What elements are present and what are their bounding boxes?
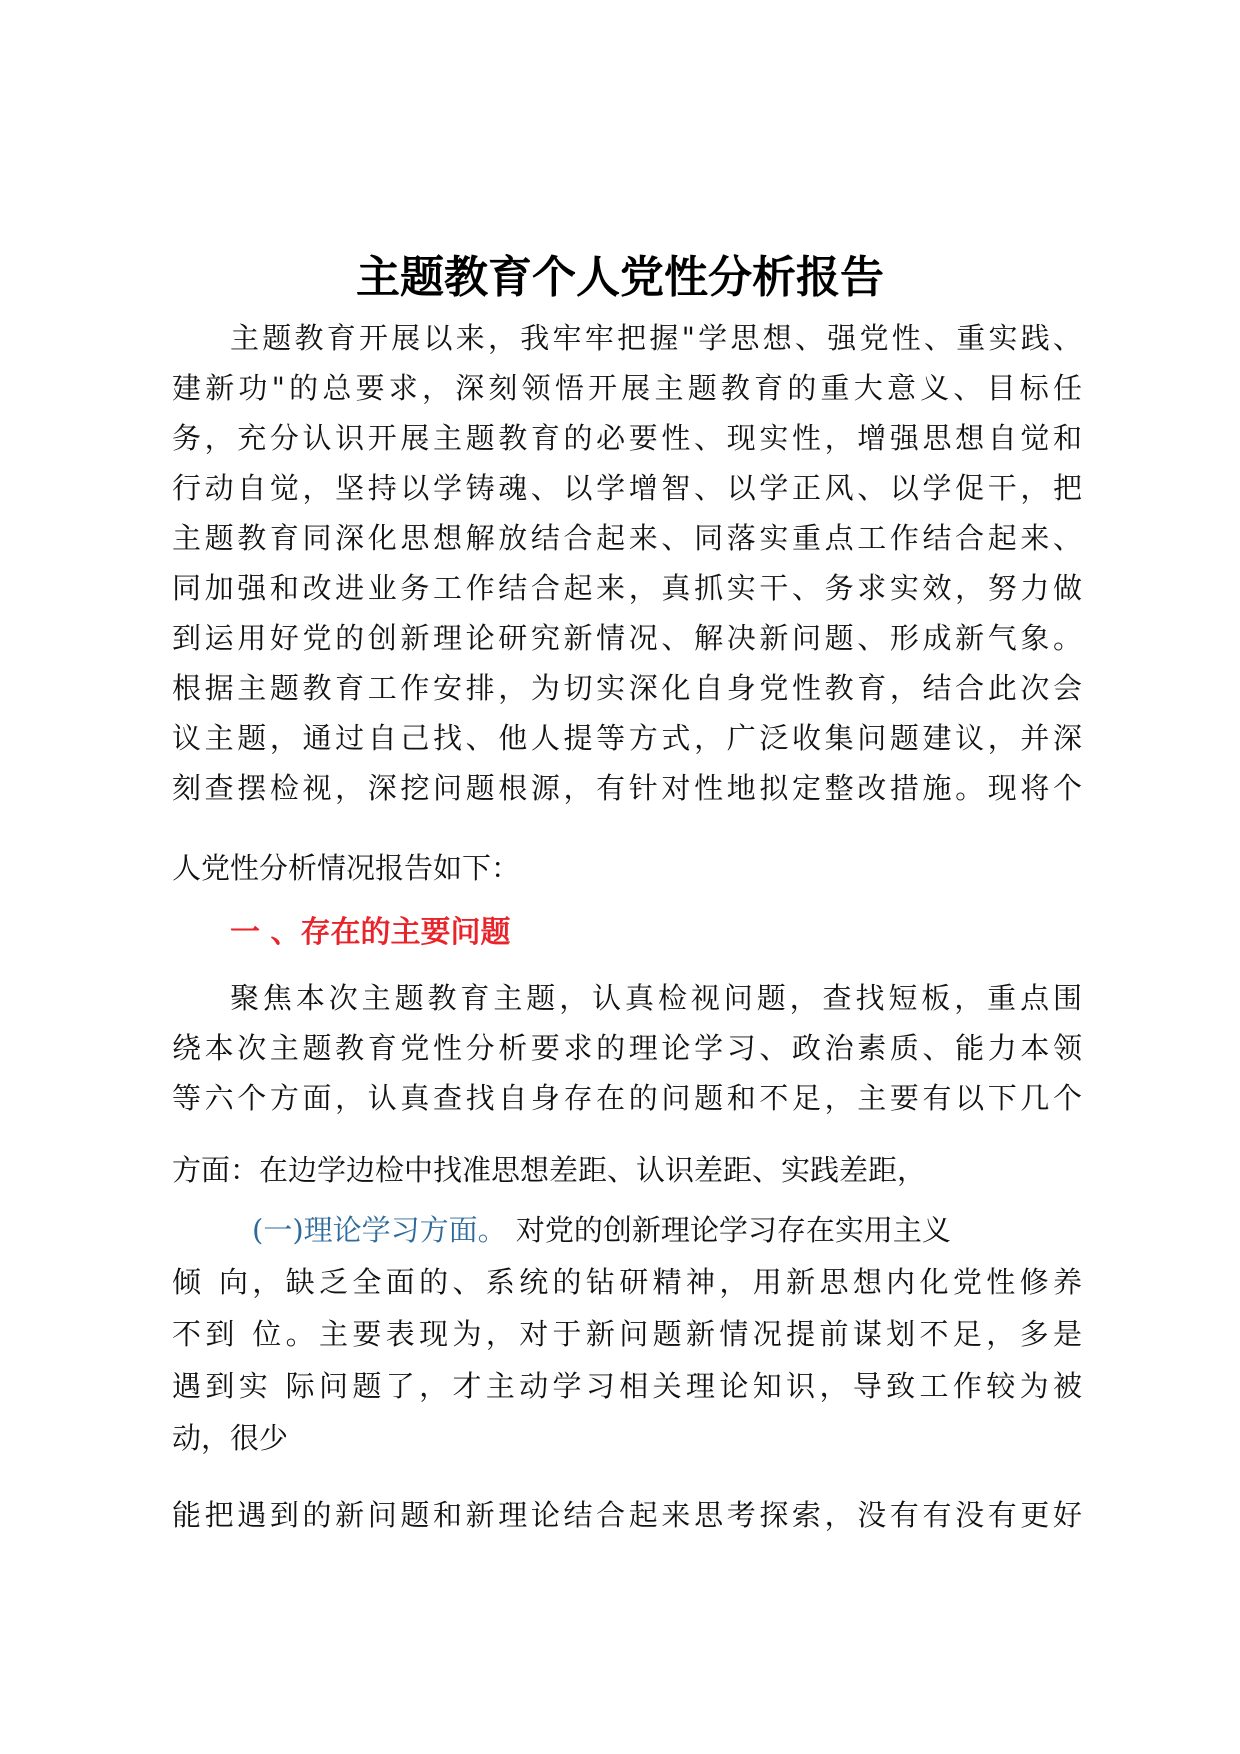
subsection-line: 倾 向，缺乏全面的、系统的钻研精神，用新思想内化党性修养 — [172, 1265, 1082, 1299]
intro-line: 根据主题教育工作安排，为切实深化自身党性教育，结合此次会 — [172, 671, 1082, 705]
document-title: 主题教育个人党性分析报告 — [356, 252, 884, 303]
section-line: 绕本次主题教育党性分析要求的理论学习、政治素质、能力本领 — [172, 1031, 1082, 1065]
intro-line: 主题教育同深化思想解放结合起来、同落实重点工作结合起来、 — [172, 521, 1082, 555]
intro-line: 到运用好党的创新理论研究新情况、解决新问题、形成新气象。 — [172, 621, 1082, 655]
subsection-line: 不到 位。主要表现为，对于新问题新情况提前谋划不足，多是 — [172, 1317, 1082, 1351]
intro-line: 行动自觉，坚持以学铸魂、以学增智、以学正风、以学促干，把 — [172, 471, 1082, 505]
subsection-line: 能把遇到的新问题和新理论结合起来思考探索，没有有没有更好 — [172, 1498, 1082, 1532]
intro-line: 刻查摆检视，深挖问题根源，有针对性地拟定整改措施。现将个 — [172, 771, 1082, 805]
intro-line: 建新功"的总要求，深刻领悟开展主题教育的重大意义、目标任 — [172, 371, 1082, 405]
subsection-line: 动，很少 — [172, 1421, 289, 1455]
intro-line: 主题教育开展以来，我牢牢把握"学思想、强党性、重实践、 — [230, 321, 1082, 355]
intro-line: 议主题，通过自己找、他人提等方式，广泛收集问题建议，并深 — [172, 721, 1082, 755]
subsection-first-line — [252, 1210, 1082, 1250]
intro-line: 人党性分析情况报告如下： — [172, 851, 521, 885]
subsection-lead: (一)理论学习方面。 — [252, 1213, 507, 1247]
section-heading: 一 、存在的主要问题 — [230, 915, 511, 950]
section-line: 聚焦本次主题教育主题，认真检视问题，查找短板，重点围 — [230, 981, 1082, 1015]
intro-line: 同加强和改进业务工作结合起来，真抓实干、务求实效，努力做 — [172, 571, 1082, 605]
section-line: 等六个方面，认真查找自身存在的问题和不足，主要有以下几个 — [172, 1081, 1082, 1115]
subsection-line: 遇到实 际问题了，才主动学习相关理论知识，导致工作较为被 — [172, 1369, 1082, 1403]
section-line: 方面：在边学边检中找准思想差距、认识差距、实践差距， — [172, 1153, 927, 1187]
intro-line: 务，充分认识开展主题教育的必要性、现实性，增强思想自觉和 — [172, 421, 1082, 455]
subsection-lead-rest: 对党的创新理论学习存在实用主义 — [506, 1213, 951, 1247]
